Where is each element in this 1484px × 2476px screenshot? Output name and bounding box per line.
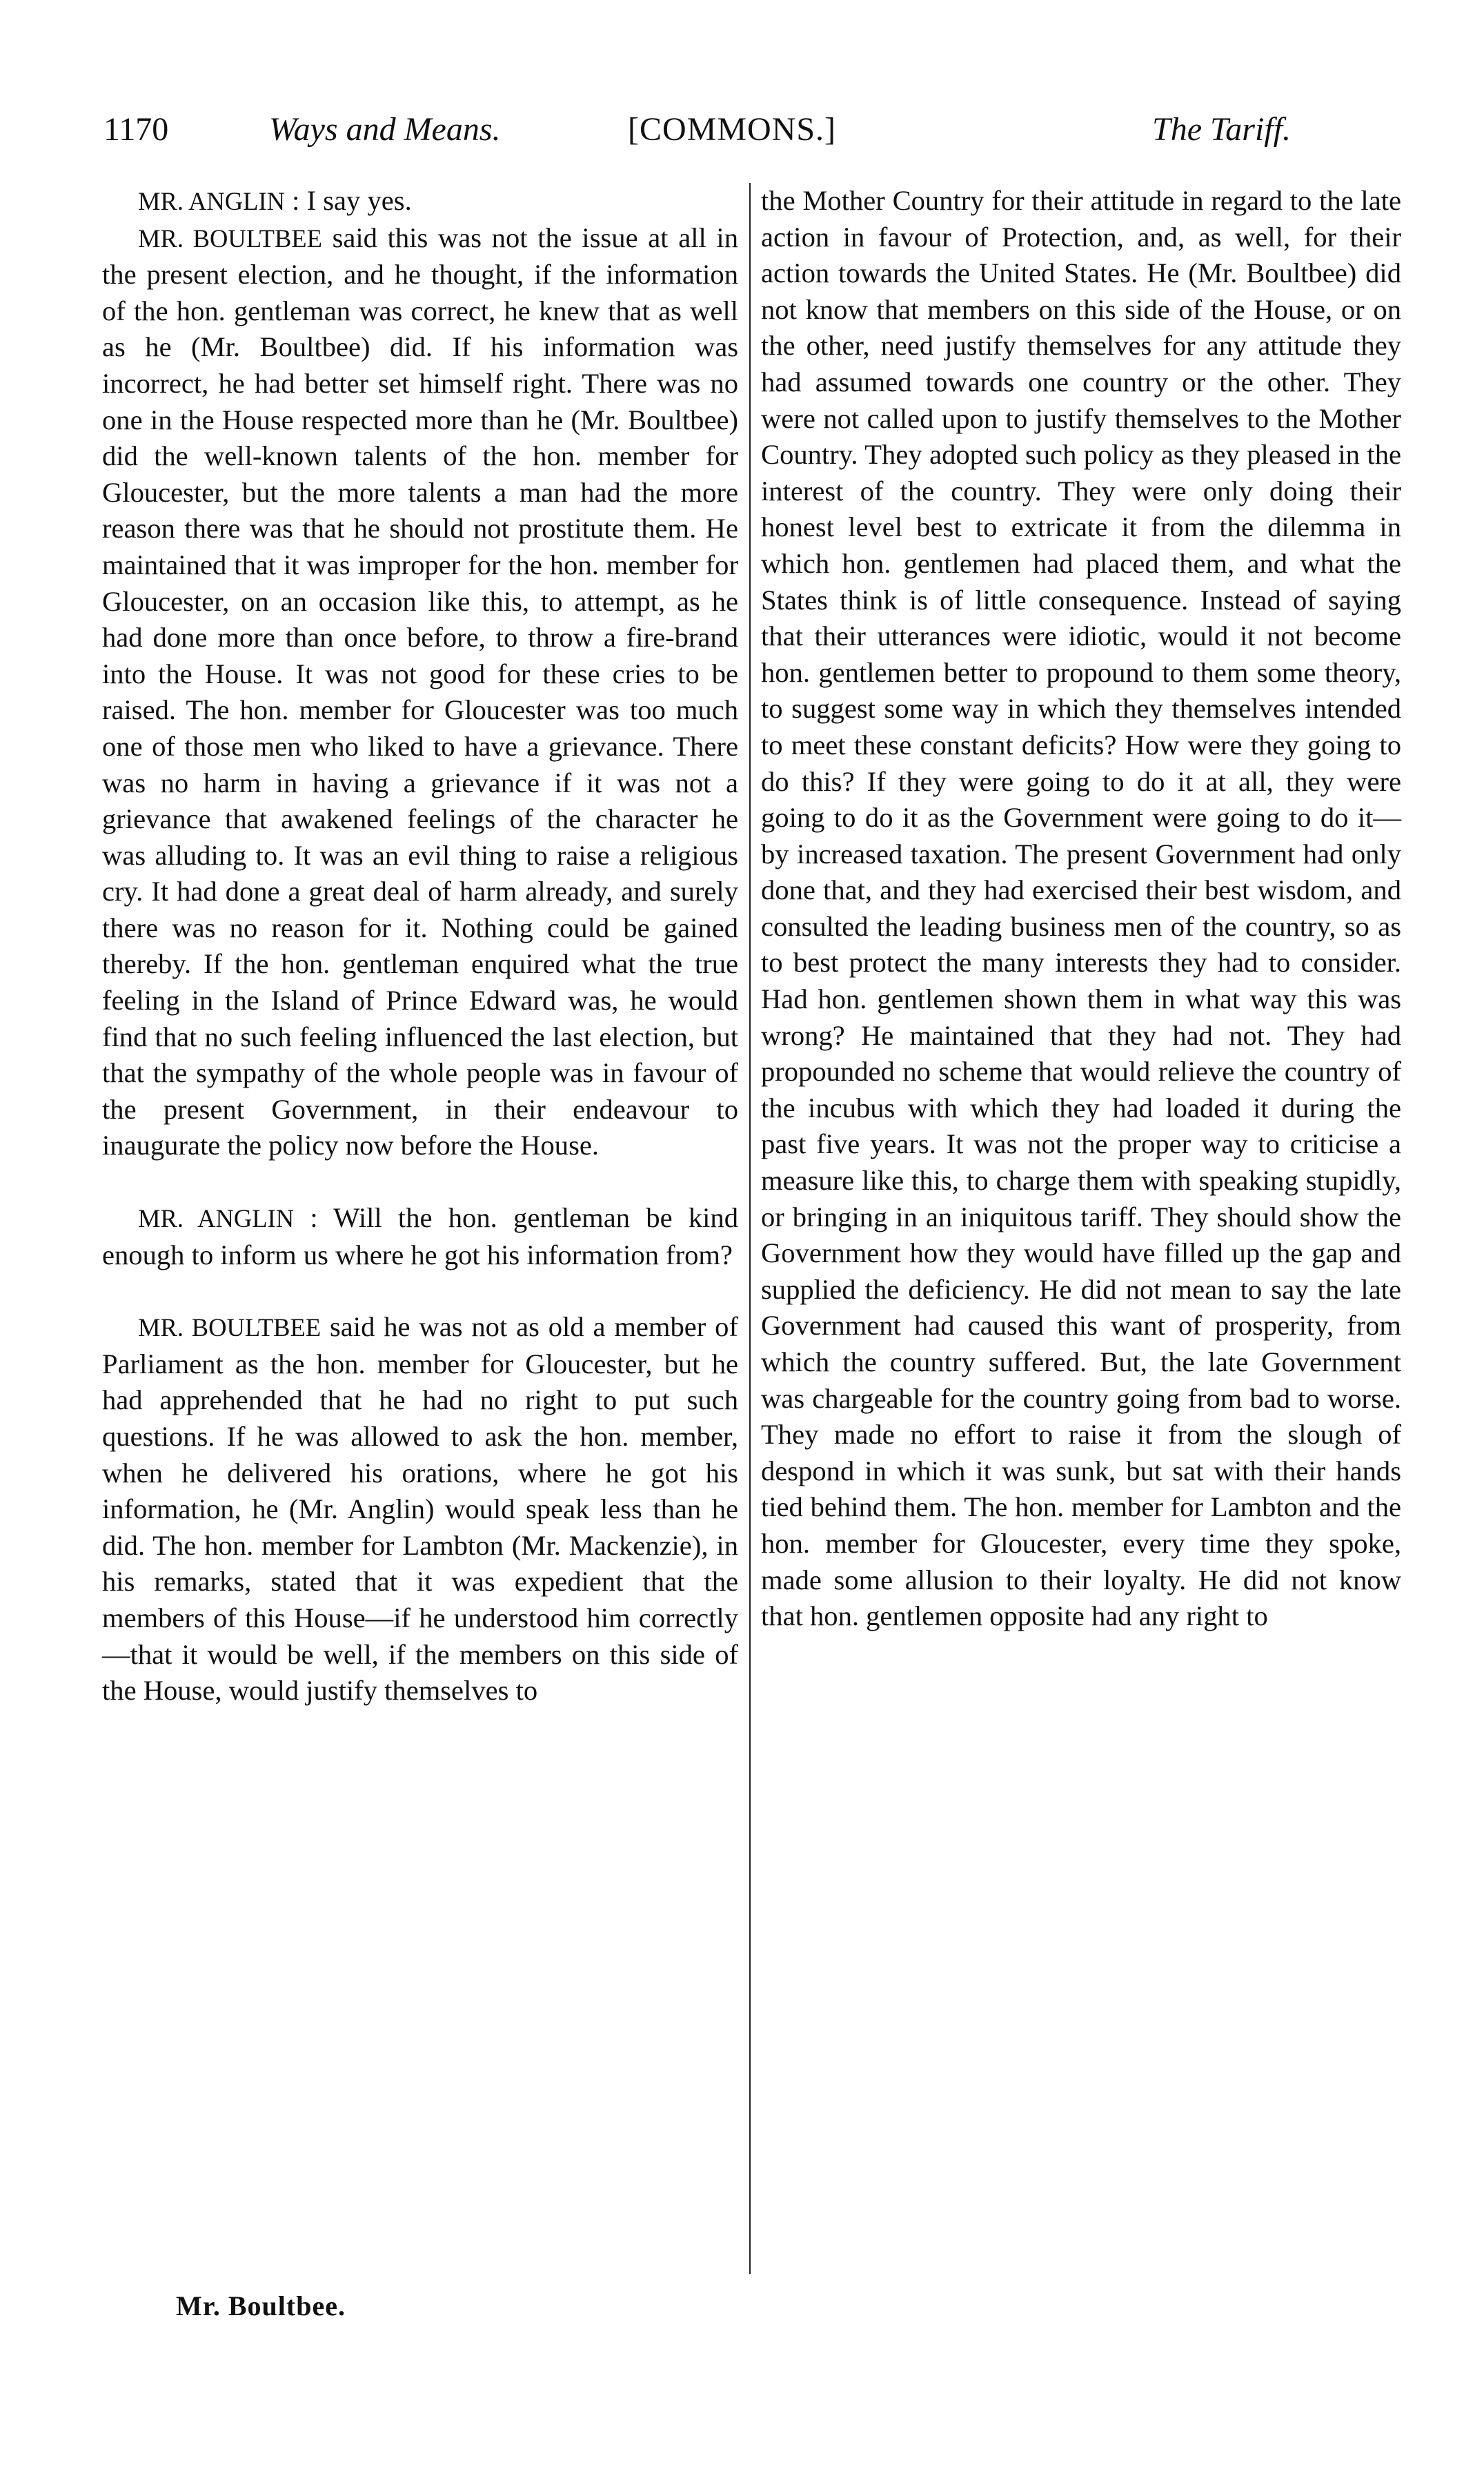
left-column <box>102 183 738 1709</box>
speaker-name: MR. ANGLIN <box>138 187 286 215</box>
speech-text: said he was not as old a member of Parliament as the hon. member for Gloucester, but he had apprehended that he had no right to put such questions. If he was allowed to ask the hon. member, when he delivered his orations, where he got his information, he (Mr. Anglin) would speak less than he did. The hon. member for Lambton (Mr. Mackenzie), in his remarks, stated that it was expedient that the members of this House—if he understood him correctly—that it would be well, if the members on this side of the House, would justify themselves to <box>102 1311 738 1707</box>
column-divider <box>749 183 751 2274</box>
running-title-center: [COMMONS.] <box>628 111 837 148</box>
page-number: 1170 <box>103 111 169 148</box>
paragraph-continued: the Mother Country for their attitude in regard to the late action in favour of Protection, and, as well, for their action towards the United States. He (Mr. Boultbee) did not know that members on this side of the House, or on the other, need justify themselves for any attitude they had assumed towards one country or the other. They were not called upon to justify themselves to the Mother Country. They adopted such policy as they pleased in the interest of the country. They were only doing their honest level best to extricate it from the dilemma in which hon. gentlemen had placed them, and what the States think is of little consequence. Instead of saying that their utterances were idiotic, would it not become hon. gentlemen better to propound to them some theory, to suggest some way in which they themselves intended to meet these constant deficits? How were they going to do this? If they were going to do it at all, they were going to do it as the Government were going to do it—by increased taxation. The present Government had only done that, and they had exercised their best wisdom, and consulted the leading business men of the country, so as to best protect the many interests they had to consider. Had hon. gentlemen shown them in what way this was wrong? He maintained that they had not. They had propounded no scheme that would relieve the country of the incubus with which they had loaded it during the past five years. It was not the proper way to criticise a measure like this, to charge them with speaking stupidly, or bringing in an iniquitous tariff. They should show the Government how they would have filled up the gap and supplied the deficiency. He did not mean to say the late Government had caused this want of prosperity, from which the country suffered. But, the late Government was chargeable for the country going from bad to worse. They made no effort to raise it from the slough of despond in which it was sunk, but sat with their hands tied behind them. The hon. member for Lambton and the hon. member for Gloucester, every time they spoke, made some allusion to their loyalty. He did not know that hon. gentlemen opposite had any right to <box>761 185 1401 1632</box>
catchword-footer: Mr. Boultbee. <box>176 2290 346 2321</box>
right-column <box>761 183 1401 1635</box>
running-title-left: Ways and Means. <box>269 111 501 148</box>
paragraph-boultbee-2 <box>102 1309 738 1709</box>
speech-text: said this was not the issue at all in the present election, and he thought, if the information of the hon. gentleman was correct, he knew that as well as he (Mr. Boultbee) did. If his information was incorrect, he had better set himself right. There was no one in the House respected more than he (Mr. Boultbee) did the well-known talents of the hon. member for Gloucester, but the more talents a man had the more reason there was that he should not prostitute them. He maintained that it was improper for the hon. member for Gloucester, on an occasion like this, to attempt, as he had done more than once before, to throw a fire-brand into the House. It was not good for these cries to be raised. The hon. member for Gloucester was too much one of those men who liked to have a grievance. There was no harm in having a grievance if it was not a grievance that awakened feelings of the character he was alluding to. It was an evil thing to raise a religious cry. It had done a great deal of harm already, and surely there was no reason for it. Nothing could be gained thereby. If the hon. gentleman enquired what the true feeling in the Island of Prince Edward was, he would find that no such feeling influenced the last election, but that the sympathy of the whole people was in favour of the present Government, in their endeavour to inaugurate the policy now before the House. <box>102 222 738 1161</box>
speech-text: : I say yes. <box>292 185 412 216</box>
paragraph-anglin-1 <box>102 183 738 220</box>
speech-text: : Will the hon. gentleman be kind enough to inform us where he got his information from? <box>102 1202 738 1270</box>
page-header <box>103 110 1401 166</box>
speaker-name: MR. BOULTBEE <box>138 224 322 253</box>
speaker-name: MR. BOULTBEE <box>138 1313 321 1342</box>
running-title-right: The Tariff. <box>1152 111 1291 148</box>
paragraph-anglin-2 <box>102 1200 738 1273</box>
speaker-name: MR. ANGLIN <box>138 1204 295 1233</box>
paragraph-boultbee-1 <box>102 220 738 1164</box>
